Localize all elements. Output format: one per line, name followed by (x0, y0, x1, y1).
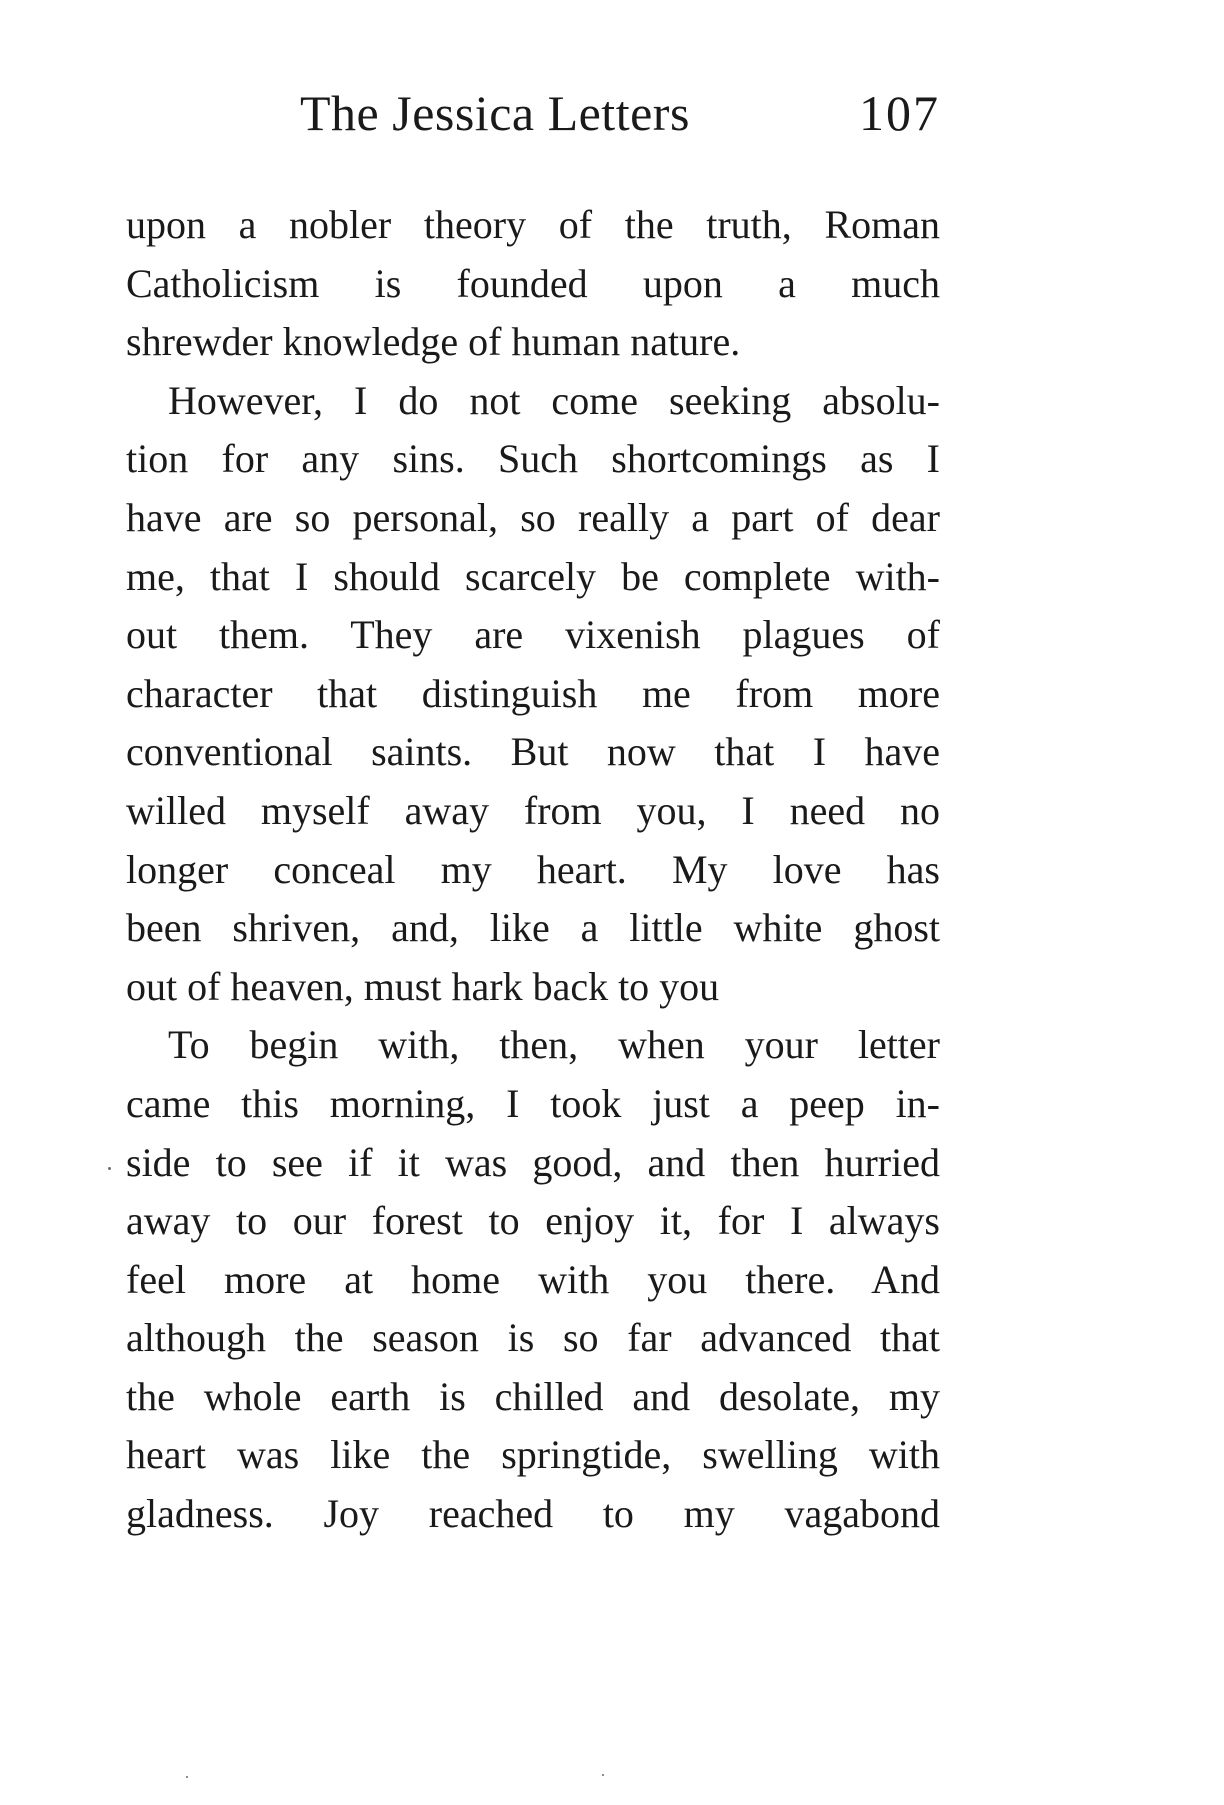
text-line: upon a nobler theory of the truth, Roman (126, 202, 940, 247)
text-line: me, that I should scarcely be complete with- (126, 553, 940, 599)
text-line: been shriven, and, like a little white ghost (126, 905, 940, 951)
text-line: gladness. Joy reached to my vagabond (126, 1491, 940, 1537)
scan-speck (602, 1774, 604, 1776)
paragraph (126, 196, 940, 372)
scan-speck (186, 1776, 188, 1778)
text-line: character that distinguish me from more (126, 670, 940, 716)
running-title: The Jessica Letters (300, 85, 690, 141)
text-line: Catholicism is founded upon a much (126, 260, 940, 306)
text-line: out of heaven, must hark back to you (126, 963, 720, 1009)
text-line: have are so personal, so really a part of dear (126, 494, 940, 540)
body-text (126, 196, 940, 1544)
text-line: side to see if it was good, and then hurried (126, 1139, 940, 1185)
text-line: longer conceal my heart. My love has (126, 846, 940, 892)
text-line: feel more at home with you there. And (126, 1256, 940, 1302)
text-line: away to our forest to enjoy it, for I always (126, 1198, 940, 1244)
text-line: tion for any sins. Such shortcomings as I (126, 436, 940, 482)
text-line: heart was like the springtide, swelling with (126, 1432, 940, 1478)
text-line: willed myself away from you, I need no (126, 787, 940, 833)
text-line: To begin with, then, when your letter (168, 1022, 940, 1068)
text-line: shrewder knowledge of human nature. (126, 319, 741, 365)
paragraph (126, 1016, 940, 1543)
text-line: although the season is so far advanced that (126, 1315, 940, 1361)
scan-speck (108, 1167, 111, 1170)
paragraph (126, 372, 940, 1017)
text-line: out them. They are vixenish plagues of (126, 612, 940, 658)
text-line: conventional saints. But now that I have (126, 729, 940, 775)
text-line: the whole earth is chilled and desolate, my (126, 1373, 940, 1419)
text-line: However, I do not come seeking absolu- (168, 377, 940, 423)
page-number: 107 (859, 85, 940, 141)
running-head (300, 78, 940, 148)
text-line: came this morning, I took just a peep in- (126, 1080, 940, 1126)
